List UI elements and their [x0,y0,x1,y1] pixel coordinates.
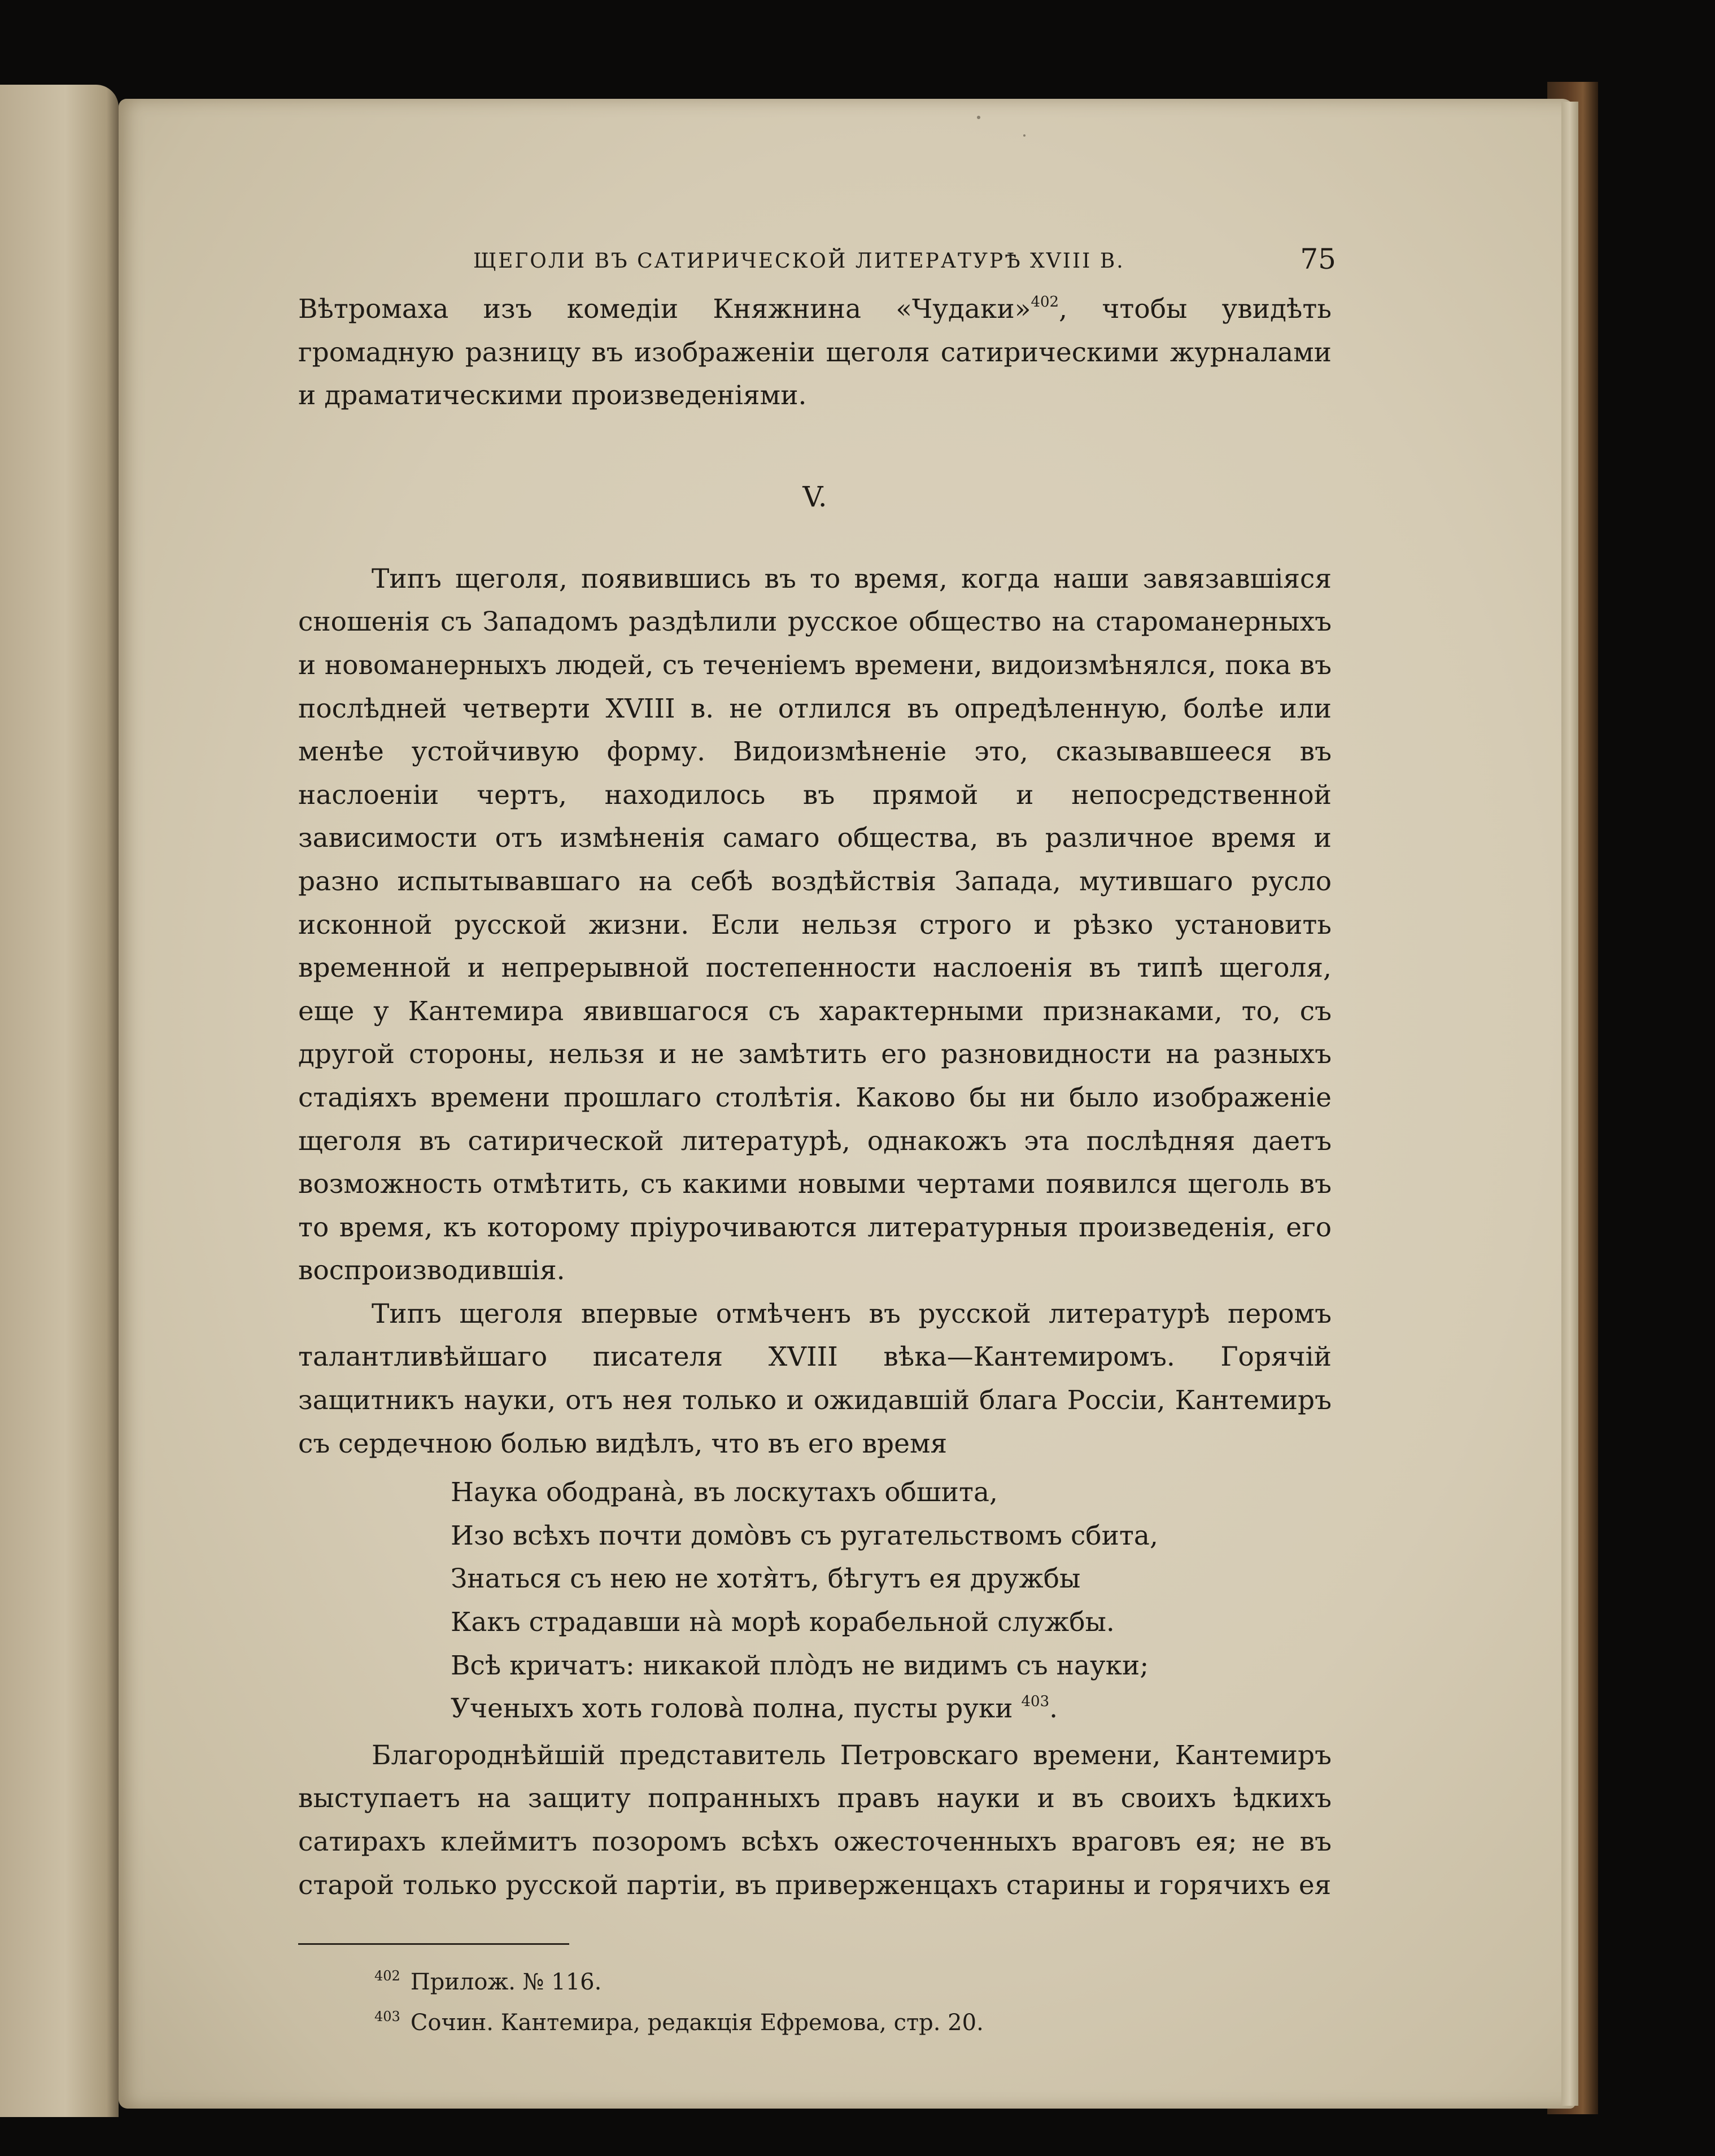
poem-line: Изо всѣхъ почти домо̀въ съ ругательствомъ сбита, [451,1520,1158,1551]
punctuation: . [1049,1693,1058,1725]
running-title: ЩЕГОЛИ ВЪ САТИРИЧЕСКОЙ ЛИТЕРАТУРѢ XVIII В. [473,250,1125,273]
footnote-marker: 402 [374,1968,400,1984]
paragraph: Типъ щеголя впервые отмѣченъ въ русской литературѣ перомъ талантливѣйшаго писателя XVIII вѣка—Кантемиромъ. Горячій защитникъ науки, отъ нея только и ожидавшій блага Россіи, Кантемиръ съ сердечною болью видѣлъ, что въ его время [298,1298,1332,1459]
poem-line: Знаться съ нею не хотя̀тъ, бѣгутъ ея дружбы [451,1563,1081,1595]
footnote-text: Сочин. Кантемира, редакція Ефремова, стр. 20. [410,2010,984,2036]
paragraph-continued [298,288,1332,418]
poem-line: Ученыхъ хоть голова̀ полна, пусты руки [451,1693,1013,1725]
paper-speck [977,116,980,119]
poem-line: Наука ободрана̀, въ лоскутахъ обшита, [451,1477,998,1508]
footnote-ref: 402 [1031,294,1059,311]
page-content [298,243,1336,2043]
paragraph: Благороднѣйшій представитель Петровскаго времени, Кантемиръ выступаетъ на защиту попранныхъ правъ науки и въ своихъ ѣдкихъ сатирахъ клеймитъ позоромъ всѣхъ ожесточенныхъ враговъ ея; не въ старой только русской партіи, въ приверженцахъ старины и горячихъ ея [298,1739,1332,1901]
poem-line: Какъ страдавши на̀ морѣ корабельной службы. [451,1607,1115,1638]
paragraph-text: Вѣтромаха изъ комедіи Княжнина «Чудаки» [298,294,1031,325]
page-stack-edge [1561,102,1578,2106]
footnote [374,2002,1332,2043]
footnote-divider [298,1943,569,1945]
footnote-marker: 403 [374,2009,400,2025]
poem-line-last [451,1687,1332,1731]
facing-page-edge [0,85,119,2117]
footnote-text: Прилож. № 116. [410,1969,602,1996]
footnote [374,1962,1332,2002]
page-header [298,243,1336,288]
section-heading: V. [802,480,827,513]
paragraph-text: , чтобы увидѣть громадную разницу въ изображеніи щеголя сатирическими журналами и драматическими произведеніями. [298,294,1332,412]
poem-line: Всѣ кричатъ: никакой пло̀дъ не видимъ съ науки; [451,1650,1149,1681]
page-number: 75 [1300,243,1336,275]
paper-speck [1023,134,1025,137]
footnote-ref: 403 [1021,1693,1050,1711]
paragraph: Типъ щеголя, появившись въ то время, когда наши завязавшіяся сношенія съ Западомъ раздѣлили русское общество на староманерныхъ и новоманерныхъ людей, съ теченіемъ времени, видоизмѣнялся, пока въ послѣдней четверти XVIII в. не отлился въ опредѣленную, болѣе или менѣе устойчивую форму. Видоизмѣненіе это, сказывавшееся въ наслоеніи чертъ, находилось въ прямой и непосредственной зависимости отъ измѣненія самаго общества, въ различное время и разно испытывавшаго на себѣ воздѣйствія Запада, мутившаго русло исконной русской жизни. Если нельзя строго и рѣзко установить временной и непрерывной постепенности наслоенія въ типѣ щеголя, еще у Кантемира явившагося съ характерными признаками, то, съ другой стороны, нельзя и не замѣтить его разновидности на разныхъ стадіяхъ времени прошлаго столѣтія. Каково бы ни было изображеніе щеголя въ сатирической литературѣ, однакожъ эта послѣдняя даетъ возможность отмѣтить, съ какими новыми чертами появился щеголь въ то время, къ которому пріурочиваются литературныя произведенія, его воспроизводившія. [298,563,1332,1287]
poem-quote [451,1471,1332,1731]
